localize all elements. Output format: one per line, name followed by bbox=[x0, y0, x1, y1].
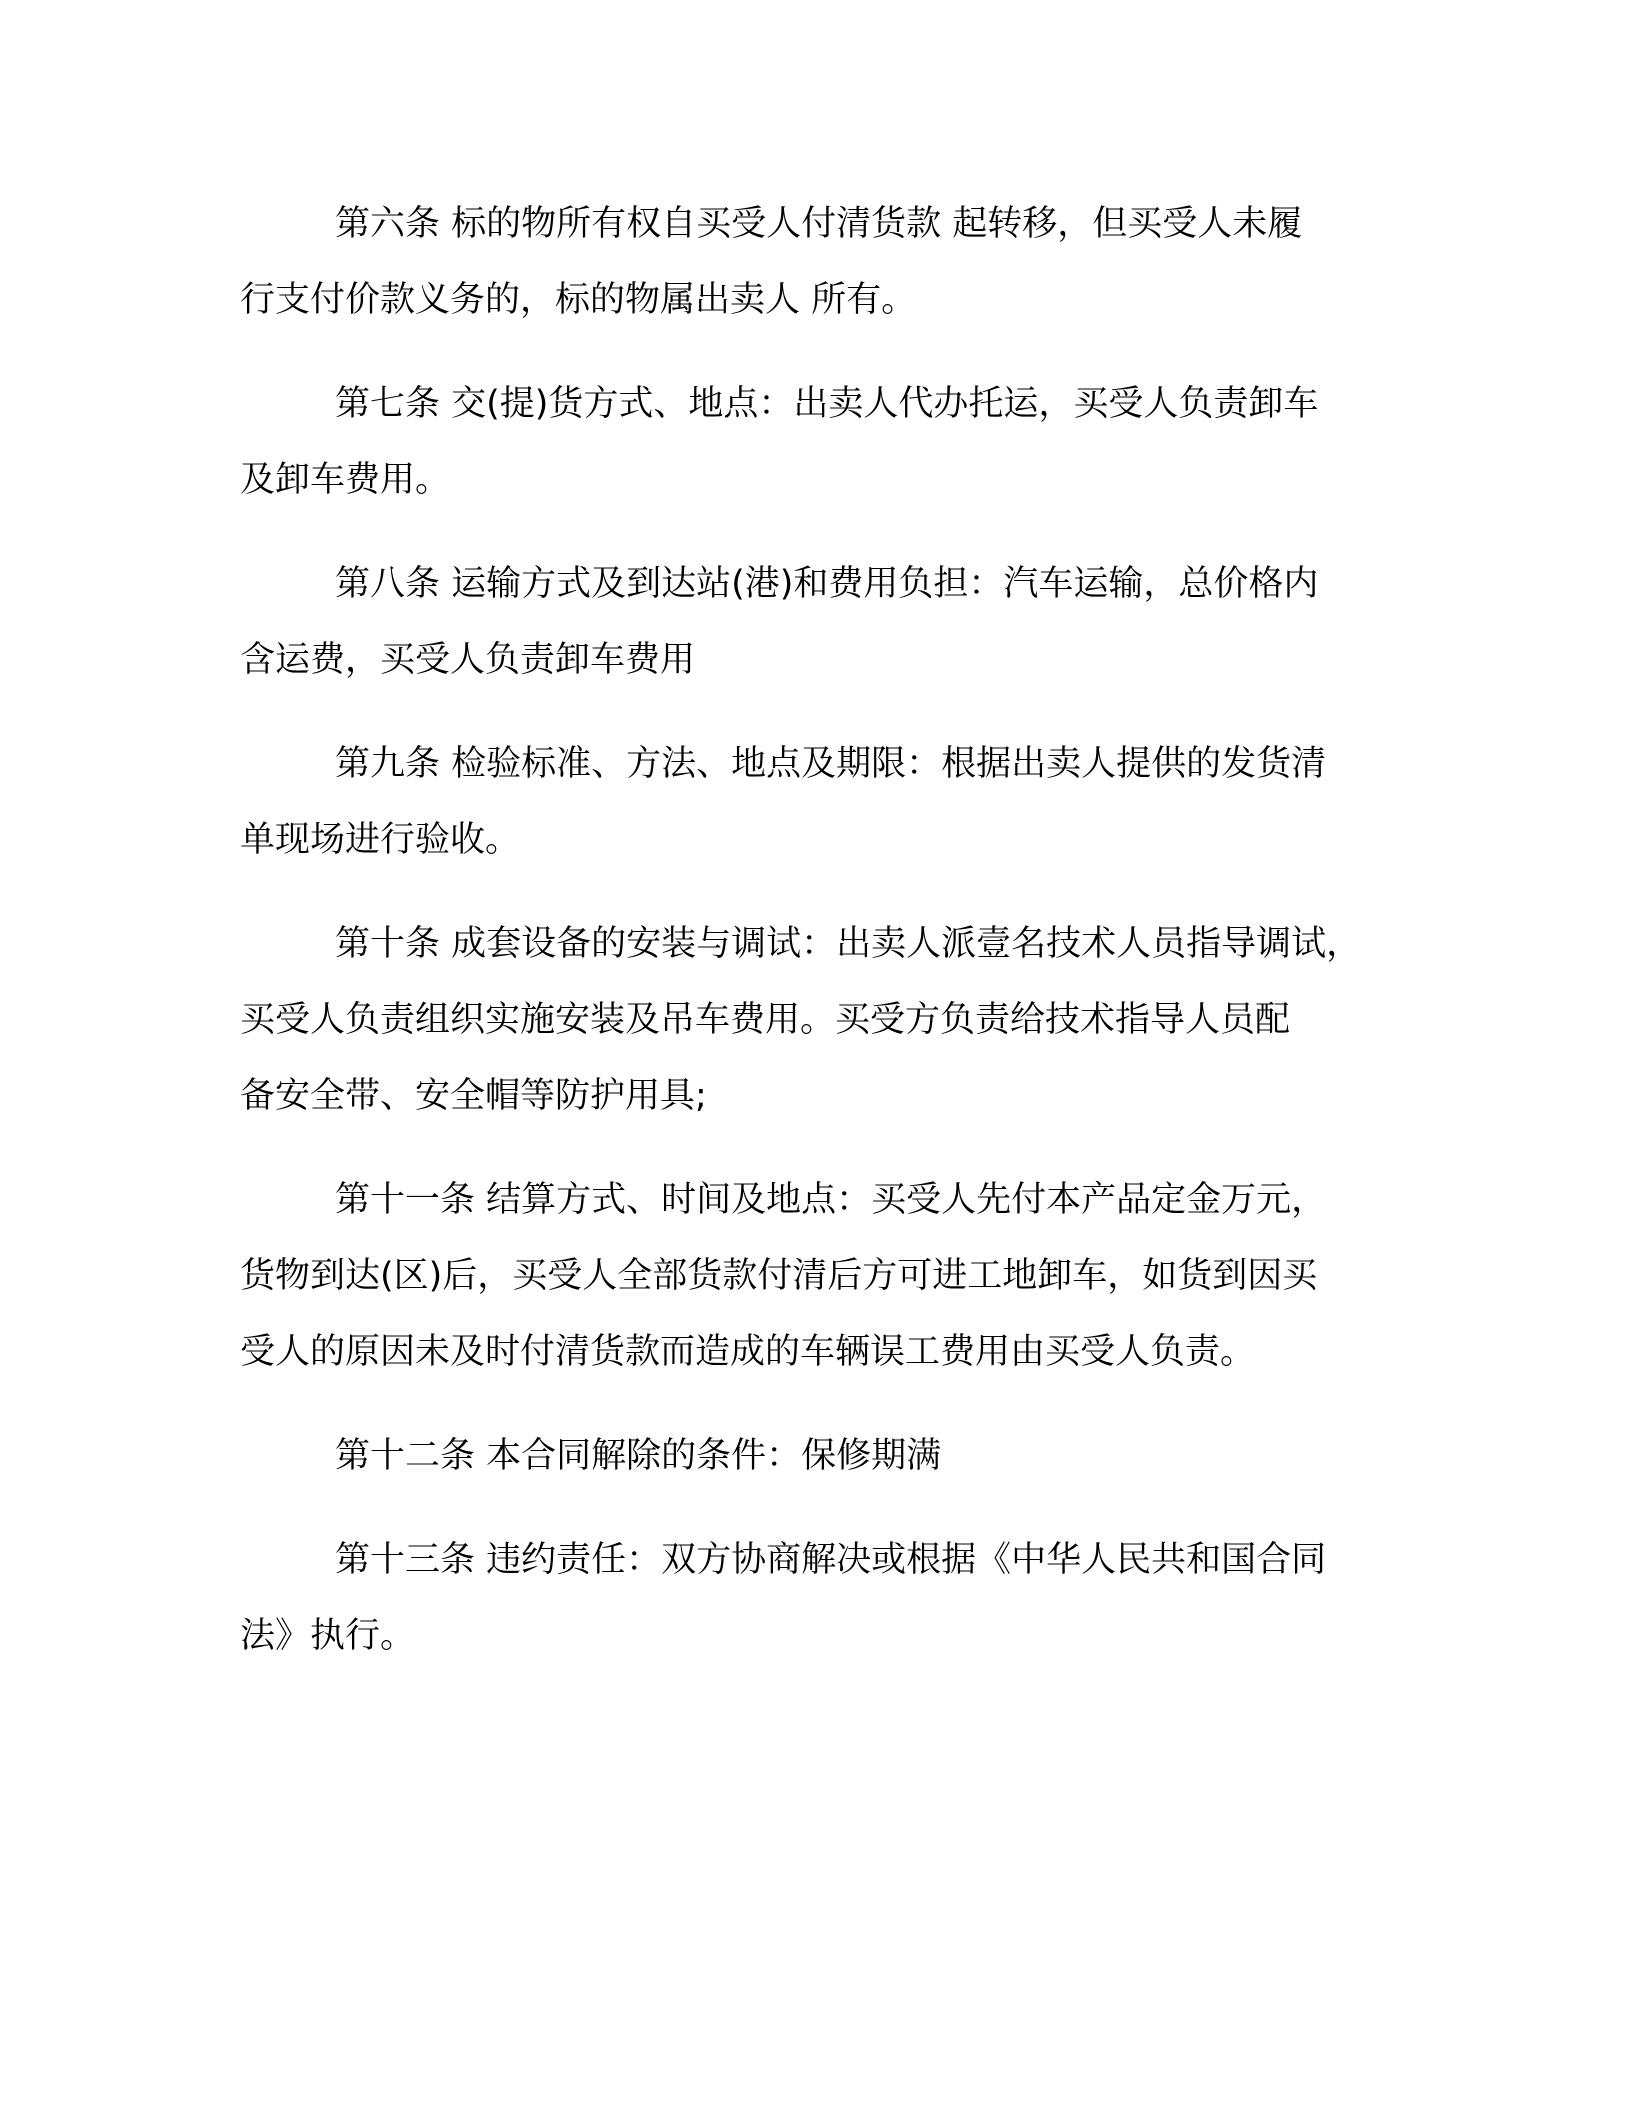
clause-10 bbox=[240, 906, 1410, 1134]
clause-line: 第六条 标的物所有权自买受人付清货款 起转移，但买受人未履 bbox=[335, 204, 1303, 244]
clause-line: 第十二条 本合同解除的条件：保修期满 bbox=[335, 1436, 942, 1476]
document-body bbox=[240, 186, 1410, 1702]
clause-6 bbox=[240, 186, 1410, 338]
clause-line: 第十一条 结算方式、时间及地点：买受人先付本产品定金万元， bbox=[335, 1180, 1327, 1220]
clause-12 bbox=[240, 1418, 1410, 1494]
clause-line: 第八条 运输方式及到达站(港)和费用负担：汽车运输，总价格内 bbox=[335, 564, 1319, 604]
clause-8 bbox=[240, 546, 1410, 698]
clause-line: 受人的原因未及时付清货款而造成的车辆误工费用由买受人负责。 bbox=[240, 1332, 1256, 1372]
clause-9 bbox=[240, 726, 1410, 878]
clause-11 bbox=[240, 1162, 1410, 1390]
clause-line: 法》执行。 bbox=[240, 1616, 416, 1656]
clause-line: 货物到达(区)后，买受人全部货款付清后方可进工地卸车，如货到因买 bbox=[240, 1256, 1318, 1296]
clause-line: 及卸车费用。 bbox=[240, 460, 451, 500]
clause-line: 行支付价款义务的，标的物属出卖人 所有。 bbox=[240, 280, 917, 320]
clause-13 bbox=[240, 1522, 1410, 1674]
clause-line: 第十条 成套设备的安装与调试：出卖人派壹名技术人员指导调试， bbox=[335, 924, 1362, 964]
clause-line: 单现场进行验收。 bbox=[240, 820, 521, 860]
clause-7 bbox=[240, 366, 1410, 518]
clause-line: 备安全带、安全帽等防护用具; bbox=[240, 1076, 707, 1116]
clause-line: 第九条 检验标准、方法、地点及期限：根据出卖人提供的发货清 bbox=[335, 744, 1327, 784]
clause-line: 第七条 交(提)货方式、地点：出卖人代办托运，买受人负责卸车 bbox=[335, 384, 1319, 424]
clause-line: 含运费，买受人负责卸车费用 bbox=[240, 640, 696, 680]
clause-line: 第十三条 违约责任：双方协商解决或根据《中华人民共和国合同 bbox=[335, 1540, 1327, 1580]
clause-line: 买受人负责组织实施安装及吊车费用。买受方负责给技术指导人员配 bbox=[240, 1000, 1291, 1040]
